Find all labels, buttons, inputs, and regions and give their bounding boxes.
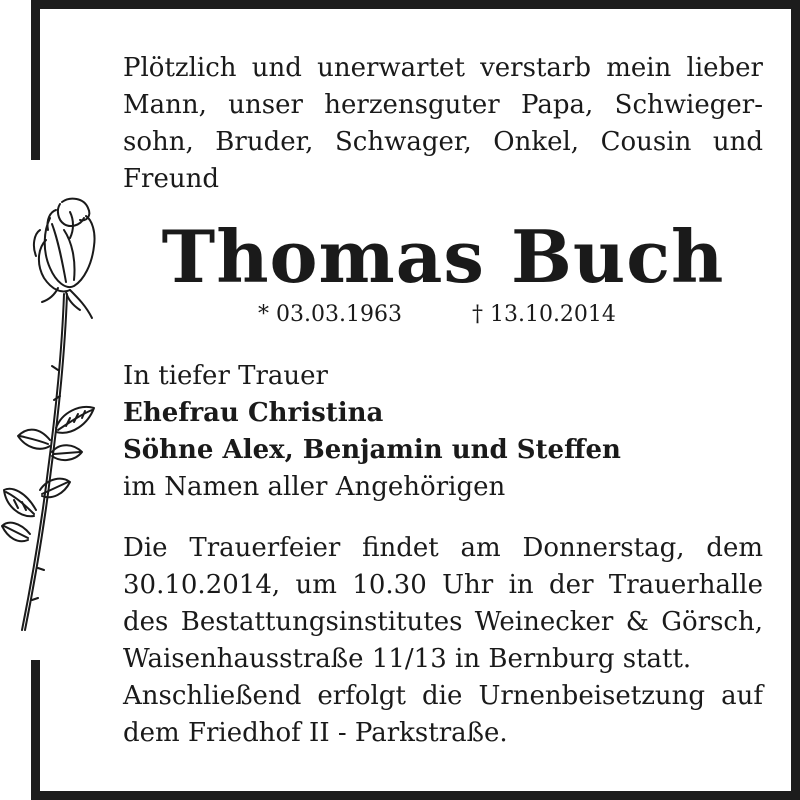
life-dates	[258, 300, 616, 330]
mourners-block	[123, 358, 763, 506]
deceased-name: Thomas Buch	[161, 214, 725, 299]
intro-line: Freund	[123, 164, 219, 194]
ceremony-line: dem Friedhof II - Parkstraße.	[123, 718, 508, 748]
ceremony-line: Waisenhausstraße 11/13 in Bernburg statt.	[123, 644, 692, 674]
ceremony-line: Die Trauerfeier findet am Donnerstag, dem	[123, 533, 763, 563]
frame-border-left-lower	[31, 660, 40, 800]
rose-icon	[0, 190, 110, 635]
ceremony-line: des Bestattungsinstitutes Weinecker & Görsch,	[123, 607, 763, 637]
birth-date: * 03.03.1963	[258, 302, 402, 327]
ceremony-paragraph	[123, 530, 763, 752]
mourner-wife: Ehefrau Christina	[123, 398, 384, 428]
death-date: † 13.10.2014	[471, 302, 616, 327]
ceremony-line: 30.10.2014, um 10.30 Uhr in der Trauerhalle	[123, 570, 763, 600]
mourner-sons: Söhne Alex, Benjamin und Steffen	[123, 435, 621, 465]
frame-border-left-upper	[31, 0, 40, 160]
frame-border-top	[31, 0, 800, 9]
ceremony-line: Anschließend erfolgt die Urnenbeisetzung auf	[123, 681, 763, 711]
intro-line: sohn, Bruder, Schwager, Onkel, Cousin und	[123, 127, 763, 157]
frame-border-right	[791, 0, 800, 800]
intro-line: Plötzlich und unerwartet verstarb mein lieber	[123, 53, 763, 83]
intro-line: Mann, unser herzensguter Papa, Schwieger-	[123, 90, 763, 120]
mourning-heading: In tiefer Trauer	[123, 361, 328, 391]
mourner-relatives: im Namen aller Angehörigen	[123, 472, 506, 502]
intro-paragraph	[123, 50, 763, 198]
frame-border-bottom	[31, 791, 800, 800]
